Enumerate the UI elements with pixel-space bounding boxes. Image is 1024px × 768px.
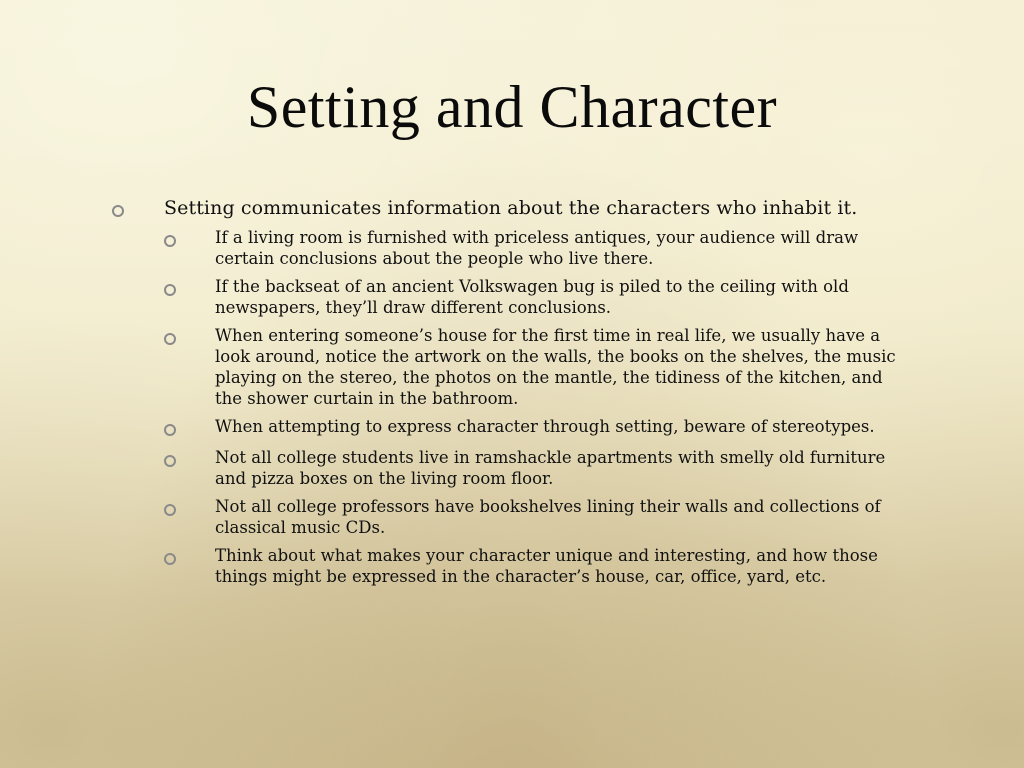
ring-bullet-icon (112, 196, 164, 221)
ring-bullet-icon (164, 276, 215, 300)
ring-bullet-icon (164, 496, 215, 520)
main-bullet-item (112, 196, 912, 221)
ring-bullet-icon (164, 227, 215, 251)
sub-bullet-text: Think about what makes your character unique and interesting, and how those things might be expressed in the character’s house, car, office, yard, etc. (215, 546, 878, 586)
ring-bullet-icon (164, 325, 215, 349)
sub-bullet-text: If the backseat of an ancient Volkswagen bug is piled to the ceiling with old newspapers, they’ll draw different conclusions. (215, 277, 849, 317)
slide-title: Setting and Character (246, 74, 778, 140)
list-item (164, 416, 912, 440)
list-item (164, 227, 912, 269)
sub-bullet-list (164, 227, 912, 587)
list-item (164, 545, 912, 587)
bullet-list (112, 196, 912, 594)
list-item (164, 276, 912, 318)
ring-bullet-icon (164, 447, 215, 471)
ring-bullet-icon (164, 416, 215, 440)
sub-bullet-text: When entering someone’s house for the first time in real life, we usually have a look around, notice the artwork on the walls, the books on the shelves, the music playing on the stereo, the photos on the mantle, the tidiness of the kitchen, and the shower curtain in the bathroom. (215, 326, 896, 408)
sub-bullet-text: Not all college professors have bookshelves lining their walls and collections of classical music CDs. (215, 497, 881, 537)
list-item (164, 325, 912, 409)
ring-bullet-icon (164, 545, 215, 569)
sub-bullet-text: Not all college students live in ramshackle apartments with smelly old furniture and pizza boxes on the living room floor. (215, 448, 886, 488)
list-item (164, 447, 912, 489)
list-item (164, 496, 912, 538)
main-bullet-text: Setting communicates information about the characters who inhabit it. (164, 197, 858, 219)
sub-bullet-text: When attempting to express character through setting, beware of stereotypes. (215, 417, 875, 436)
sub-bullet-text: If a living room is furnished with priceless antiques, your audience will draw certain conclusions about the people who live there. (215, 228, 859, 268)
